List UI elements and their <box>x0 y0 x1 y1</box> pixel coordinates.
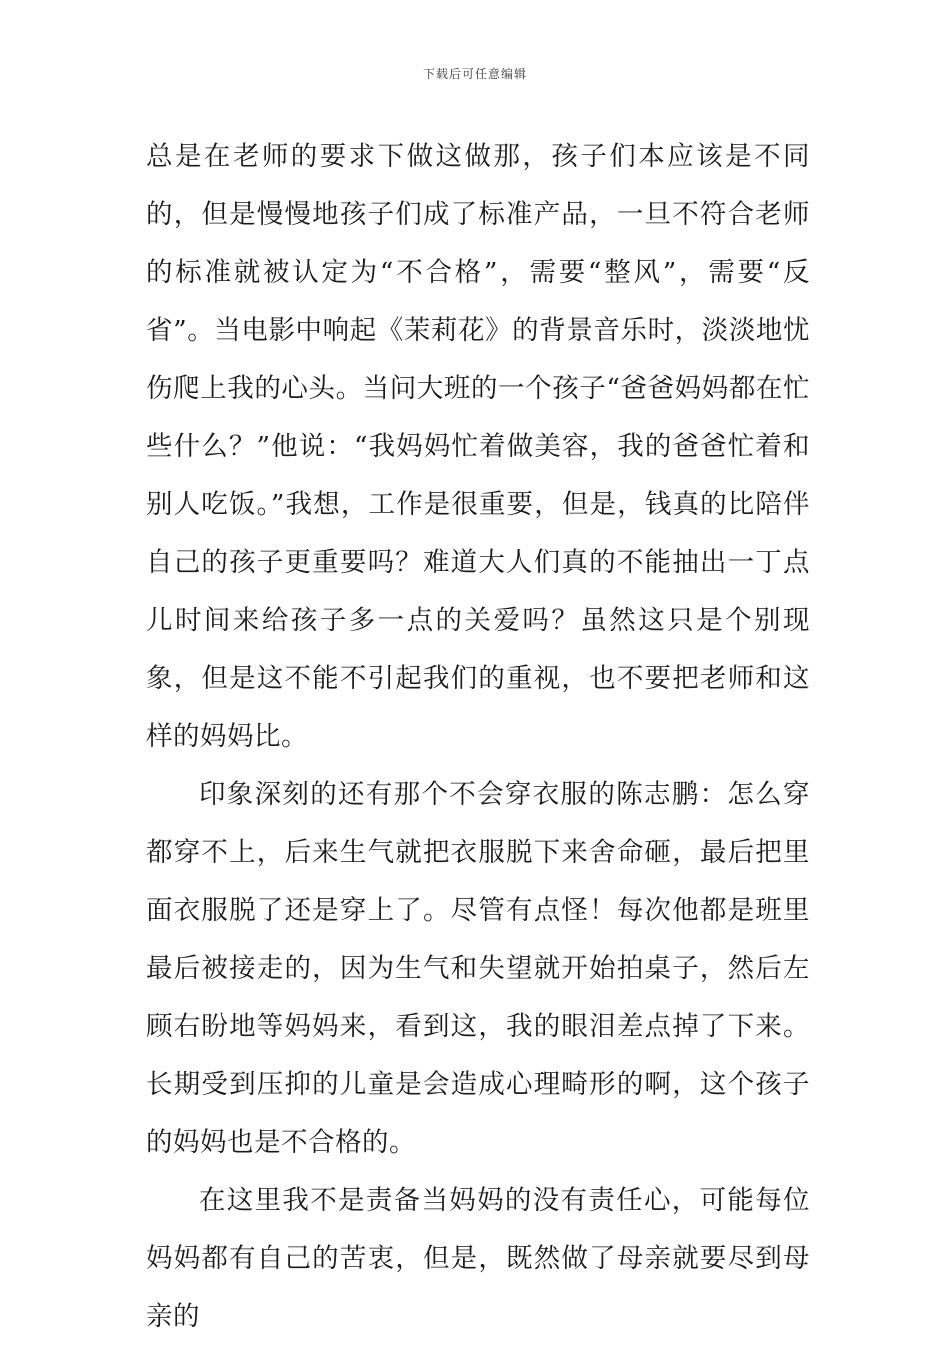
body-text <box>146 128 810 1346</box>
paragraph-3: 在这里我不是责备当妈妈的没有责任心，可能每位妈妈都有自己的苦衷，但是，既然做了母亲就要尽到母亲的 <box>146 1185 810 1332</box>
paragraph-1: 总是在老师的要求下做这做那，孩子们本应该是不同的，但是慢慢地孩子们成了标准产品，一旦不符合老师的标准就被认定为“不合格”，需要“整风”，需要“反省”。当电影中响起《茉莉花》的背景音乐时，淡淡地忧伤爬上我的心头。当问大班的一个孩子“爸爸妈妈都在忙些什么？”他说：“我妈妈忙着做美容，我的爸爸忙着和别人吃饭。”我想，工作是很重要，但是，钱真的比陪伴自己的孩子更重要吗？难道大人们真的不能抽出一丁点儿时间来给孩子多一点的关爱吗？虽然这只是个别现象，但是这不能不引起我们的重视，也不要把老师和这样的妈妈比。 <box>146 141 810 752</box>
page-header: 下载后可任意编辑 <box>422 67 527 81</box>
paragraph-2: 印象深刻的还有那个不会穿衣服的陈志鹏：怎么穿都穿不上，后来生气就把衣服脱下来舍命砸，最后把里面衣服脱了还是穿上了。尽管有点怪！每次他都是班里最后被接走的，因为生气和失望就开始拍桌子，然后左顾右盼地等妈妈来，看到这，我的眼泪差点掉了下来。长期受到压抑的儿童是会造成心理畸形的啊，这个孩子的妈妈也是不合格的。 <box>146 779 810 1158</box>
